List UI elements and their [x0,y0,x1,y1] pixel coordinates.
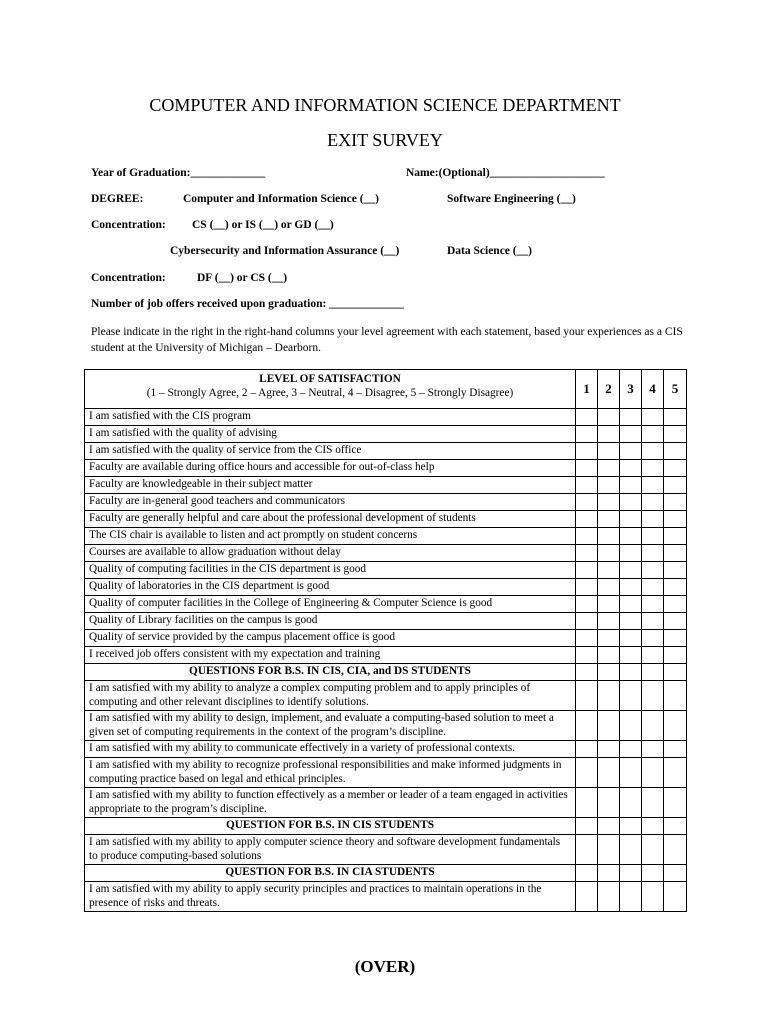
question-row [85,443,687,460]
rating-checkbox-4[interactable] [642,528,664,545]
rating-checkbox-2[interactable] [598,613,620,630]
rating-checkbox-2[interactable] [598,494,620,511]
rating-checkbox-4[interactable] [642,681,664,711]
question-text: I am satisfied with the quality of service from the CIS office [85,443,576,460]
section-spacer-cell [576,664,598,681]
section-spacer-cell [664,865,687,882]
question-row [85,882,687,912]
degree-cia-option[interactable]: Cybersecurity and Information Assurance (__) [170,245,400,257]
instructions-paragraph: Please indicate in the right in the right-hand columns your level agreement with each statement, based your experiences as a CIS student at the University of Michigan – Dearborn. [91,326,683,354]
question-text: Quality of computing facilities in the CIS department is good [85,562,576,579]
rating-checkbox-5[interactable] [664,477,687,494]
question-row [85,741,687,758]
question-text: I am satisfied with my ability to apply computer science theory and software development fundamentals to produce computing-based solutions [85,835,576,865]
rating-checkbox-1[interactable] [576,596,598,613]
rating-checkbox-4[interactable] [642,443,664,460]
rating-checkbox-5[interactable] [664,758,687,788]
question-row [85,460,687,477]
concentration-df-cs-options[interactable]: DF (__) or CS (__) [197,272,288,284]
rating-checkbox-1[interactable] [576,494,598,511]
rating-checkbox-3[interactable] [620,460,642,477]
rating-checkbox-4[interactable] [642,477,664,494]
section-header: QUESTIONS FOR B.S. IN CIS, CIA, and DS STUDENTS [85,664,576,681]
section-header-row [85,664,687,681]
question-row [85,545,687,562]
rating-checkbox-3[interactable] [620,579,642,596]
rating-checkbox-3[interactable] [620,741,642,758]
rating-checkbox-4[interactable] [642,545,664,562]
section-spacer-cell [642,664,664,681]
rating-checkbox-5[interactable] [664,741,687,758]
rating-checkbox-5[interactable] [664,788,687,818]
rating-checkbox-5[interactable] [664,562,687,579]
section-spacer-cell [598,865,620,882]
rating-checkbox-3[interactable] [620,494,642,511]
rating-checkbox-5[interactable] [664,882,687,912]
rating-checkbox-1[interactable] [576,562,598,579]
table-header-row [85,370,687,409]
rating-checkbox-1[interactable] [576,681,598,711]
question-text: I am satisfied with the CIS program [85,409,576,426]
rating-checkbox-5[interactable] [664,596,687,613]
question-row [85,711,687,741]
rating-checkbox-4[interactable] [642,630,664,647]
question-text: Faculty are generally helpful and care about the professional development of students [85,511,576,528]
rating-checkbox-2[interactable] [598,579,620,596]
rating-checkbox-1[interactable] [576,788,598,818]
rating-checkbox-5[interactable] [664,528,687,545]
rating-checkbox-2[interactable] [598,711,620,741]
section-spacer-cell [576,818,598,835]
section-spacer-cell [598,664,620,681]
section-spacer-cell [620,664,642,681]
rating-checkbox-2[interactable] [598,409,620,426]
rating-checkbox-1[interactable] [576,460,598,477]
rating-checkbox-1[interactable] [576,528,598,545]
section-header-row [85,865,687,882]
rating-checkbox-2[interactable] [598,545,620,562]
rating-checkbox-3[interactable] [620,835,642,865]
section-spacer-cell [664,664,687,681]
question-text: Courses are available to allow graduation without delay [85,545,576,562]
question-row [85,494,687,511]
rating-checkbox-1[interactable] [576,511,598,528]
year-of-graduation-field[interactable]: Year of Graduation:_____________ [91,167,266,179]
section-header: QUESTION FOR B.S. IN CIA STUDENTS [85,865,576,882]
question-row [85,409,687,426]
rating-checkbox-2[interactable] [598,426,620,443]
over-indicator: (OVER) [354,957,416,976]
section-spacer-cell [620,818,642,835]
rating-checkbox-1[interactable] [576,477,598,494]
rating-checkbox-2[interactable] [598,511,620,528]
rating-checkbox-3[interactable] [620,477,642,494]
scale-header-5: 5 [664,370,687,409]
scale-header-2: 2 [598,370,620,409]
rating-checkbox-4[interactable] [642,494,664,511]
rating-checkbox-5[interactable] [664,647,687,664]
question-text: Quality of computer facilities in the College of Engineering & Computer Science is good [85,596,576,613]
rating-checkbox-3[interactable] [620,882,642,912]
rating-checkbox-1[interactable] [576,443,598,460]
section-spacer-cell [620,865,642,882]
rating-checkbox-1[interactable] [576,647,598,664]
scale-header-1: 1 [576,370,598,409]
concentration-label-2: Concentration: [91,272,166,284]
rating-checkbox-4[interactable] [642,711,664,741]
degree-ds-option[interactable]: Data Science (__) [447,245,532,257]
rating-checkbox-4[interactable] [642,758,664,788]
rating-checkbox-1[interactable] [576,711,598,741]
rating-checkbox-5[interactable] [664,711,687,741]
concentration-label: Concentration: [91,219,166,231]
question-row [85,681,687,711]
question-text: I am satisfied with my ability to apply security principles and practices to maintain operations in the presence of risks and threats. [85,882,576,912]
rating-checkbox-4[interactable] [642,882,664,912]
section-spacer-cell [576,865,598,882]
rating-checkbox-1[interactable] [576,579,598,596]
rating-checkbox-3[interactable] [620,788,642,818]
rating-checkbox-3[interactable] [620,426,642,443]
rating-checkbox-2[interactable] [598,835,620,865]
rating-checkbox-5[interactable] [664,579,687,596]
rating-checkbox-2[interactable] [598,460,620,477]
rating-checkbox-5[interactable] [664,613,687,630]
rating-checkbox-1[interactable] [576,835,598,865]
question-text: I am satisfied with my ability to design, implement, and evaluate a computing-based solution to meet a given set of computing requirements in the context of the program’s discipline. [85,711,576,741]
rating-checkbox-4[interactable] [642,511,664,528]
satisfaction-scale-legend: (1 – Strongly Agree, 2 – Agree, 3 – Neutral, 4 – Disagree, 5 – Strongly Disagree) [146,387,514,399]
satisfaction-header [85,370,576,409]
rating-checkbox-4[interactable] [642,788,664,818]
section-spacer-cell [642,865,664,882]
question-row [85,477,687,494]
question-row [85,426,687,443]
rating-checkbox-1[interactable] [576,758,598,788]
satisfaction-header-title: LEVEL OF SATISFACTION [259,373,401,385]
document-title: COMPUTER AND INFORMATION SCIENCE DEPARTMENT [149,95,621,115]
rating-checkbox-1[interactable] [576,613,598,630]
satisfaction-table [84,369,687,912]
question-text: I am satisfied with my ability to communicate effectively in a variety of professional contexts. [85,741,576,758]
rating-checkbox-5[interactable] [664,426,687,443]
rating-checkbox-3[interactable] [620,711,642,741]
rating-checkbox-2[interactable] [598,443,620,460]
rating-checkbox-1[interactable] [576,630,598,647]
rating-checkbox-5[interactable] [664,545,687,562]
question-text: Quality of service provided by the campus placement office is good [85,630,576,647]
question-text: I am satisfied with my ability to analyze a complex computing problem and to apply principles of computing and other relevant disciplines to identify solutions. [85,681,576,711]
question-text: Quality of laboratories in the CIS department is good [85,579,576,596]
rating-checkbox-2[interactable] [598,741,620,758]
document-subtitle: EXIT SURVEY [327,130,443,150]
rating-checkbox-4[interactable] [642,741,664,758]
rating-checkbox-2[interactable] [598,477,620,494]
rating-checkbox-2[interactable] [598,681,620,711]
rating-checkbox-2[interactable] [598,882,620,912]
question-row [85,511,687,528]
rating-checkbox-4[interactable] [642,579,664,596]
question-row [85,579,687,596]
question-row [85,758,687,788]
concentration-cs-is-gd-options[interactable]: CS (__) or IS (__) or GD (__) [192,219,334,231]
rating-checkbox-3[interactable] [620,596,642,613]
section-spacer-cell [598,818,620,835]
section-header-row [85,818,687,835]
rating-checkbox-5[interactable] [664,681,687,711]
rating-checkbox-5[interactable] [664,494,687,511]
degree-se-option[interactable]: Software Engineering (__) [447,193,576,205]
question-text: Quality of Library facilities on the campus is good [85,613,576,630]
question-row [85,630,687,647]
scale-header-3: 3 [620,370,642,409]
section-spacer-cell [642,818,664,835]
rating-checkbox-3[interactable] [620,562,642,579]
job-offers-field[interactable]: Number of job offers received upon graduation: _____________ [91,298,404,310]
rating-checkbox-3[interactable] [620,630,642,647]
rating-checkbox-3[interactable] [620,758,642,788]
question-row [85,528,687,545]
rating-checkbox-4[interactable] [642,613,664,630]
rating-checkbox-2[interactable] [598,630,620,647]
degree-cis-option[interactable]: Computer and Information Science (__) [183,193,379,205]
rating-checkbox-3[interactable] [620,647,642,664]
question-text: Faculty are knowledgeable in their subject matter [85,477,576,494]
rating-checkbox-3[interactable] [620,409,642,426]
rating-checkbox-2[interactable] [598,528,620,545]
question-text: I received job offers consistent with my expectation and training [85,647,576,664]
rating-checkbox-1[interactable] [576,741,598,758]
rating-checkbox-1[interactable] [576,882,598,912]
rating-checkbox-4[interactable] [642,596,664,613]
question-row [85,788,687,818]
rating-checkbox-2[interactable] [598,788,620,818]
question-text: The CIS chair is available to listen and act promptly on student concerns [85,528,576,545]
rating-checkbox-5[interactable] [664,835,687,865]
question-row [85,835,687,865]
rating-checkbox-2[interactable] [598,562,620,579]
rating-checkbox-2[interactable] [598,758,620,788]
rating-checkbox-4[interactable] [642,647,664,664]
rating-checkbox-2[interactable] [598,596,620,613]
question-text: Faculty are in-general good teachers and communicators [85,494,576,511]
rating-checkbox-1[interactable] [576,426,598,443]
question-row [85,647,687,664]
rating-checkbox-3[interactable] [620,681,642,711]
degree-label: DEGREE: [91,193,144,205]
question-text: I am satisfied with my ability to function effectively as a member or leader of a team engaged in activities appropriate to the program’s discipline. [85,788,576,818]
question-row [85,613,687,630]
question-row [85,596,687,613]
rating-checkbox-3[interactable] [620,528,642,545]
rating-checkbox-5[interactable] [664,511,687,528]
rating-checkbox-4[interactable] [642,562,664,579]
question-text: I am satisfied with the quality of advising [85,426,576,443]
rating-checkbox-3[interactable] [620,545,642,562]
rating-checkbox-5[interactable] [664,630,687,647]
section-header: QUESTION FOR B.S. IN CIS STUDENTS [85,818,576,835]
rating-checkbox-5[interactable] [664,460,687,477]
section-spacer-cell [664,818,687,835]
rating-checkbox-4[interactable] [642,426,664,443]
rating-checkbox-5[interactable] [664,409,687,426]
scale-header-4: 4 [642,370,664,409]
rating-checkbox-1[interactable] [576,409,598,426]
rating-checkbox-4[interactable] [642,460,664,477]
rating-checkbox-4[interactable] [642,835,664,865]
rating-checkbox-5[interactable] [664,443,687,460]
rating-checkbox-4[interactable] [642,409,664,426]
rating-checkbox-3[interactable] [620,443,642,460]
rating-checkbox-2[interactable] [598,647,620,664]
rating-checkbox-3[interactable] [620,613,642,630]
question-row [85,562,687,579]
question-text: Faculty are available during office hours and accessible for out-of-class help [85,460,576,477]
question-text: I am satisfied with my ability to recognize professional responsibilities and make informed judgments in computing practice based on legal and ethical principles. [85,758,576,788]
rating-checkbox-3[interactable] [620,511,642,528]
name-field[interactable]: Name:(Optional)____________________ [406,167,605,179]
rating-checkbox-1[interactable] [576,545,598,562]
